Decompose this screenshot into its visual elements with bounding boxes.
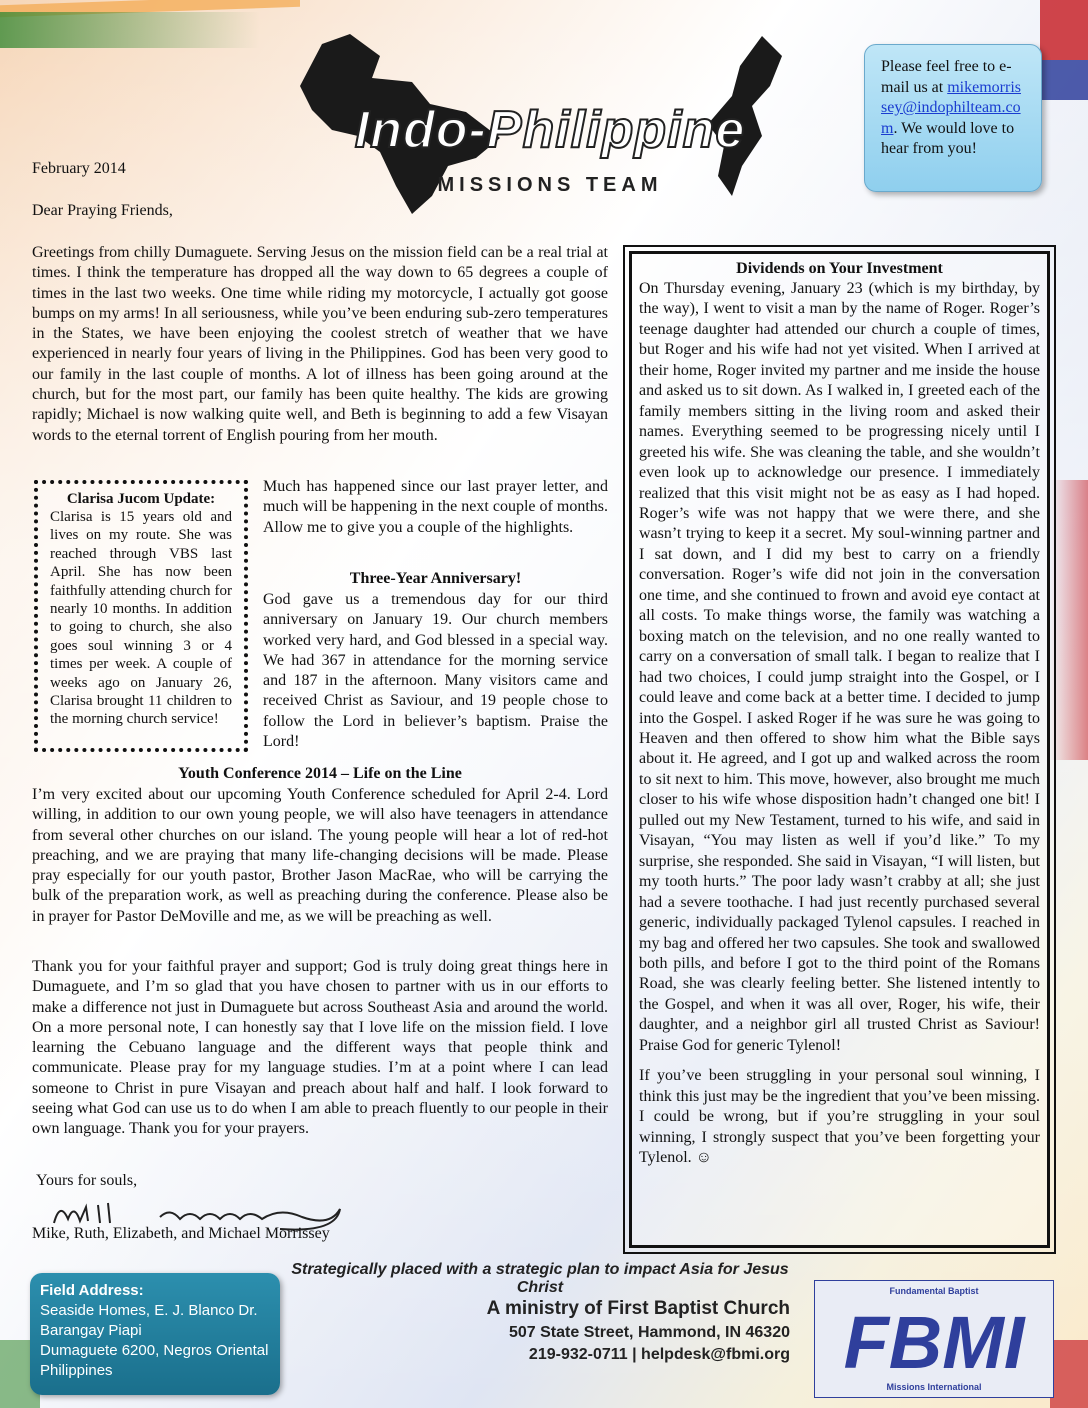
field-address-line: Philippines (40, 1362, 113, 1379)
dividends-title: Dividends on Your Investment (736, 260, 943, 277)
tagline: Strategically placed with a strategic plan to impact Asia for Jesus Christ (291, 1261, 789, 1296)
ministry-info (430, 1296, 790, 1366)
field-address-box (30, 1273, 280, 1395)
email-box-outro: . We would love to hear from you! (881, 119, 1015, 157)
field-address-line: Barangay Piapi (40, 1322, 142, 1339)
dividends-story: On Thursday evening, January 23 (which is my birthday, by the way), I went to visit a man by the name of Roger. Roger’s teenage daughter had attended our church a couple of times, but Roger and his wife had not yet visited. When I arrived at their home, Roger invited my partner and me inside the house and asked us to sit down. As I walked in, I greeted each of the family members sitting in the living room and asked their names. Everything seemed to be progressing nicely until I greeted his wife. She was cleaning the table, and she wouldn’t even look up to acknowledge our presence. I immediately realized that this visit might not be as easy as I had hoped. Roger’s wife was not happy that we were there, and she wasn’t trying to keep it a secret. My soul-winning partner and I sat down, and I did my best to carry on a friendly conversation. Roger’s wife did not join in the conversation one time, and she continued to frown and avoid eye contact at all costs. To make things worse, the family was watching a boxing match on the television, and no one really wanted to carry on a conversation of small talk. I began to realize that I had two choices, I could jump straight into the Gospel, or I could leave and come back at a better time. I decided to jump into the Gospel. I asked Roger if he was sure he was going to Heaven and then offered to show him what the Bible says about it. He agreed, and I got up and walked across the room to sit next to him. This move, however, also brought me much closer to his wife whose disposition hadn’t changed one bit! I pulled out my New Testament, turned to his wife, and said in Visayan, “You may listen as well if you’d like.” To my surprise, she responded. She said in Visayan, “I will listen, but my tooth hurts.” The poor lady wasn’t crabby at all; she just had a severe toothache. I had just recently purchased several generic, individually packaged Tylenol capsules. I reached in my bag and offered her two capsules. She took and swallowed both pills, and before I got to the third point of the Romans Road, she was clearly feeling better. She listened intently to the Gospel, and when it was all over, Roger, his wife, their daughter, and a neighbor girl all trusted Christ as Saviour! Praise God for generic Tylenol! (639, 280, 1040, 1054)
youth-conference-paragraph: I’m very excited about our upcoming Youth Conference scheduled for April 2-4. Lord willing, in addition to our own young people, we will also have teenagers in attendance from several other churches on our island. The young people will hear a lot of red-hot preaching, and we are praying that many life-changing decisions will be made. Please pray especially for our youth pastor, Brother Jason MacRae, who will be carrying the bulk of the preparation work, as well as preaching during the conference. Please also be in prayer for Pastor DeMoville and me, as we will be preaching as well. (32, 786, 608, 925)
ministry-address: 507 State Street, Hammond, IN 46320 (508, 1324, 790, 1341)
logo-subtitle: MISSIONS TEAM (437, 174, 663, 196)
email-link[interactable]: mikemorrissey@indophilteam.com (881, 78, 1021, 137)
clarisa-title: Clarisa Jucom Update: (66, 491, 216, 507)
fbmi-top-text: Fundamental Baptist (889, 1286, 979, 1296)
email-contact-box (864, 44, 1042, 192)
field-address-title: Field Address: (40, 1282, 144, 1299)
letter-closing: Yours for souls, (36, 1172, 138, 1189)
highlights-intro: Much has happened since our last prayer letter, and much will be happening in the next couple of months. Allow me to give you a couple of the highlights. (263, 478, 608, 536)
dividends-box-inner (629, 251, 1050, 1248)
field-address-line: Dumaguete 6200, Negros Oriental (40, 1342, 269, 1359)
anniversary-title: Three-Year Anniversary! (349, 570, 522, 587)
email-box-intro: Please feel free to e-mail us at (881, 58, 1012, 96)
intro-paragraph: Greetings from chilly Dumaguete. Serving Jesus on the mission field can be a real trial at times. I think the temperature has dropped all the way down to 65 degrees a couple of times in the last two weeks. One time while riding my motorcycle, I actually got goose bumps on my arms! In all seriousness, while you’ve been enduring sub-zero temperatures in the States, we have been enjoying the coolest stretch of weather that we have experienced in nearly four years of living in the Philippines. God has been very good to our family in the last couple of months. A lot of illness has been going around at the church, but for the most part, our family has been quite healthy. The kids are growing rapidly; Michael is now walking quite well, and Beth is beginning to add a few Visayan words to the eternal torrent of English pouring from her mouth. (32, 244, 608, 444)
fbmi-logo-text: FBMI (843, 1301, 1025, 1384)
logo-title: Indo-Philippine (354, 101, 746, 159)
fbmi-bottom-text: Missions International (886, 1382, 982, 1392)
field-address-line: Seaside Homes, E. J. Blanco Dr. (40, 1302, 258, 1319)
youth-conference-title: Youth Conference 2014 – Life on the Line (178, 765, 462, 782)
clarisa-update-box (34, 480, 248, 752)
flag-stripe-red (1040, 0, 1088, 60)
flag-stripe-red-bottom (1050, 1340, 1088, 1408)
letter-signatories: Mike, Ruth, Elizabeth, and Michael Morrissey (32, 1225, 330, 1242)
anniversary-paragraph: God gave us a tremendous day for our third anniversary on January 19. Our church members worked very hard, and God blessed in a special way. We had 367 in attendance for the morning service and 187 in the afternoon. Many visitors came and received Christ as Saviour, and 19 people chose to follow the Lord in believer’s baptism. Praise the Lord! (263, 591, 608, 751)
fbmi-logo (814, 1280, 1054, 1398)
clarisa-text: Clarisa is 15 years old and lives on my route. She was reached through VBS last April. She has now been faithfully attending church for nearly 10 months. In addition to going to church, she also goes soul winning 3 or 4 times per week. A couple of weeks ago on January 26, Clarisa brought 11 children to the morning church service! (50, 509, 232, 728)
dividends-conclusion: If you’ve been struggling in your personal soul winning, I think this just may be the ingredient that you’ve been missing. I could be wrong, but if you’re struggling in your soul winning, I strongly suspect that you’ve been forgetting your Tylenol. ☺ (639, 1067, 1040, 1167)
flag-stripe-green (0, 12, 260, 48)
letter-date: February 2014 (32, 160, 126, 177)
dividends-box (623, 245, 1056, 1254)
letter-greeting: Dear Praying Friends, (32, 202, 173, 219)
thanks-paragraph: Thank you for your faithful prayer and support; God is truly doing great things here in Dumaguete, and I’m so glad that you have chosen to partner with us in our efforts to make a difference not just in Dumaguete but across Southeast Asia and around the world. On a more personal note, I can honestly say that I love life on the mission field. I love learning the Cebuano language and the different ways that people think and communicate. Please pray for my language studies. I’m at a point where I can lead someone to Christ in pure Visayan and preach about half and half. I look forward to seeing what God can use us to do when I am able to preach fluently to our people in their own language. Thank you for your prayers. (32, 958, 608, 1138)
ministry-name: A ministry of First Baptist Church (486, 1298, 790, 1319)
flag-stripe-blue (1040, 60, 1088, 100)
ministry-contact: 219-932-0711 | helpdesk@fbmi.org (528, 1346, 790, 1363)
